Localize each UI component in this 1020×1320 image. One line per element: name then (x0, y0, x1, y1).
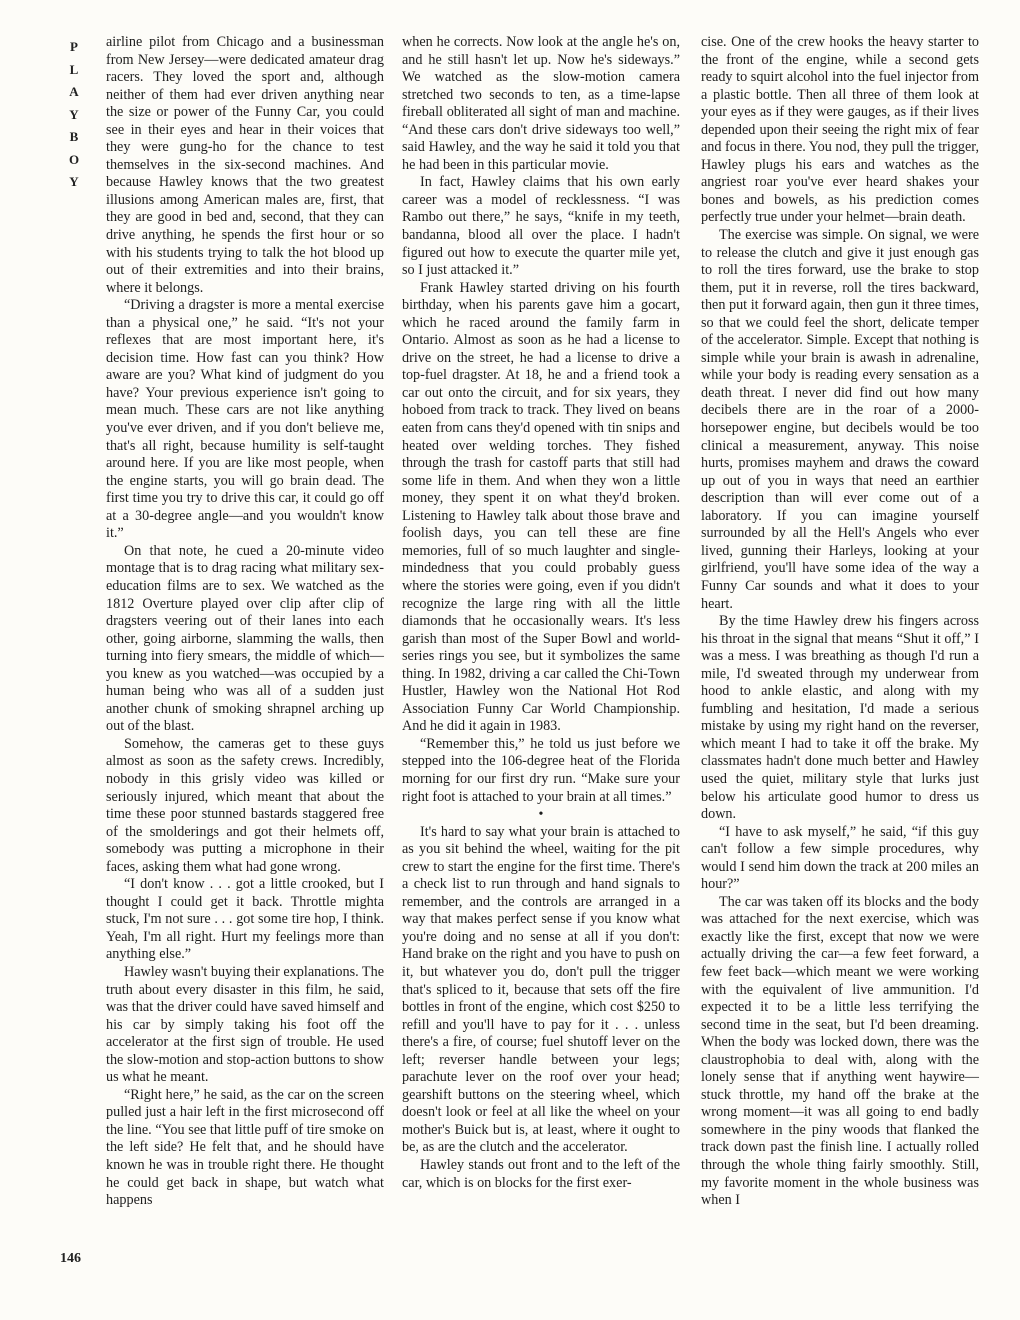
article-column-1 (106, 34, 384, 1210)
paragraph: “Driving a dragster is more a mental exercise than a physical one,” he said. “It's not your reflexes that are most important here, it's decision time. How fast can you think? How aware are you? What kind of judgment do you have? Your previous experience isn't going to mean much. These cars are not like anything you've ever driven, and if you don't believe me, that's all right, because humility is self-taught around here. If you are like most people, when the engine starts, you will go brain dead. The first time you try to drive this car, it could go off at a 30-degree angle—and you wouldn't know it.” (106, 297, 384, 542)
paragraph: By the time Hawley drew his fingers across his throat in the signal that means “Shut it off,” I was a mess. I was breathing as though I'd run a mile, I'd sweated through my underwear from hood to ankle elastic, and along with my fumbling and hesitation, I'd made a serious mistake by using my right hand on the reverser, which meant I had to take it off the brake. My classmates hadn't done much better and Hawley used the quiet, military style that lurks just below his articulate good humor to dress us down. (701, 613, 979, 823)
paragraph: “Remember this,” he told us just before we stepped into the 106-degree heat of the Florida morning for our first dry run. “Make sure your right foot is attached to your brain at all times.” (402, 735, 680, 805)
paragraph: Somehow, the cameras get to these guys almost as soon as the safety crews. Incredibly, nobody in this grisly video was killed or seriously injured, which meant that about the time these poor stunned bastards staggered free of the smolderings and got their helmets off, somebody was putting a microphone in their faces, asking them what had gone wrong. (106, 735, 384, 875)
section-break-bullet: • (538, 807, 544, 823)
paragraph: On that note, he cued a 20-minute video montage that is to drag racing what military sex-education films are to sex. We watched as the 1812 Overture played over clip after clip of dragsters veering out of their lanes into each other, going airborne, slamming the walls, then turning into fiery smears, the middle of which—you knew as you watched—was occupied by a human being who was all of a sudden just another chunk of smoking shrapnel arching up out of the blast. (106, 542, 384, 735)
masthead-letter: A (69, 84, 79, 99)
paragraph: when he corrects. Now look at the angle he's on, and he still hasn't let up. Now he's sideways.” We watched as the slow-motion camera stretched two seconds to ten, as a time-lapse fireball obliterated all sight of man and machine. “And these cars don't drive sideways too well,” said Hawley, and the way he said it told you that he had been in this particular movie. (402, 34, 680, 173)
paragraph: Hawley wasn't buying their explanations. The truth about every disaster in this film, he said, was that the driver could have saved himself and his car by simply taking his foot off the accelerator at the first sign of trouble. He used the slow-motion and stop-action buttons to show us what he meant. (106, 963, 384, 1086)
playboy-masthead (66, 36, 82, 194)
masthead-letter: B (69, 129, 79, 144)
paragraph: Hawley stands out front and to the left of the car, which is on blocks for the first exer- (402, 1157, 680, 1191)
masthead-letter: Y (69, 106, 79, 122)
paragraph: “Right here,” he said, as the car on the screen pulled just a hair left in the first microsecond off the line. “You see that little puff of tire smoke on the left side? He felt that, and he should have known he was in trouble right there. He thought he could get back in shape, but watch what happens (106, 1086, 384, 1209)
paragraph: The car was taken off its blocks and the body was attached for the next exercise, which was exactly like the first, except that now we were actually driving the car—a few feet forward, a few feet back—which meant we were working with the equivalent of live ammunition. I'd expected it to be a little less terrifying the second time in the seat, but I'd been dreaming. When the body was locked down, there was the claustrophobia to deal with, along with the lonely sense that if anything went haywire—stuck throttle, my hand off the brake at the wrong moment—it was all going to end badly somewhere in the piny woods that flanked the track down past the finish line. I actually rolled through the whole thing fairly smoothly. Still, my favorite moment in the whole business was when I (701, 893, 979, 1209)
paragraph: cise. One of the crew hooks the heavy starter to the front of the engine, while a second gets ready to squirt alcohol into the fuel injector from a plastic bottle. Then all three of them look at your eyes as if they were gauges, as if their lives depended upon their seeing the right mix of fear and focus in there. You nod, they pull the trigger, Hawley plugs his ears and watches as the angriest roar you've ever heard shakes your bones and bowels, as his prediction comes perfectly true under your helmet—brain death. (701, 34, 980, 226)
paragraph: It's hard to say what your brain is attached to as you sit behind the wheel, waiting for the pit crew to start the engine for the first time. There's a check list to run through and hand signals to remember, and the controls are arranged in a way that makes perfect sense if you know what you're doing and no sense at all if you don't: Hand brake on the right and you have to push on it, but whatever you do, don't pull the trigger that's spliced to it, because that sets off the fire bottles in front of the engine, which cost $250 to refill and you'll have to pay for it . . . unless there's a fire, of course; fuel shutoff lever on the left; reverser handle between your legs; parachute lever on the roof over your head; gearshift buttons on the steering wheel, which doesn't look or feel at all like the wheel on your mother's Buick but is, at least, where it ought to be, as are the clutch and the accelerator. (402, 823, 680, 1156)
page-number: 146 (60, 1251, 81, 1266)
masthead-letter: P (70, 39, 78, 54)
masthead-letter: L (69, 61, 79, 77)
paragraph: airline pilot from Chicago and a businessman from New Jersey—were dedicated amateur drag racers. They loved the sport and, although neither of them had ever driven anything near the size or power of the Funny Car, you could see in their eyes and hear in their voices that they were gung-ho for the chance to test themselves in the six-second machines. And because Hawley knows that the two greatest illusions among American males are, first, that they are good in bed and, second, that they can drive anything, he spends the first hour or so with his students trying to talk the hot blood up out of their extremities and into their brains, where it belongs. (106, 34, 384, 296)
article-column-3 (701, 34, 979, 1210)
paragraph: The exercise was simple. On signal, we were to release the clutch and give it just enough gas to roll the tires forward, use the brake to stop them, put it in reverse, roll the tires backward, then put it forward again, then gun it three times, so that we could feel the short, delicate temper of the accelerator. Simple. Except that nothing is simple while your brain is awash in adrenaline, while your body is reading every sensation as a death threat. I never did find out how many decibels there are in the roar of a 2000-horsepower engine, but decibels would be too clinical a measurement, anyway. This noise hurts, promises mayhem and draws the coward up out of you in ways that need an earthier description than will ever come out of a laboratory. If you can imagine yourself surrounded by all the Hell's Angels who ever lived, gunning their Harleys, looking at your girlfriend, you'll have some idea of the way a Funny Car sounds and what it does to your heart. (701, 227, 979, 612)
paragraph: Frank Hawley started driving on his fourth birthday, when his parents gave him a gocart, which he raced around the family farm in Ontario. Almost as soon as he had a license to drive on the street, he had a license to drive a top-fuel dragster. At 18, he and a friend took a car out onto the circuit, and for six years, they hoboed from track to track. They lived on beans eaten from cans they'd opened with tin snips and heated over welding torches. They fished through the trash for castoff parts that still had some life in them. And when they won a little money, they spent it on what they'd broken. Listening to Hawley talk about those brave and foolish days, you can tell these are fine memories, full of so much laughter and single-mindedness that you could probably guess where the stories were going, even if you didn't recognize the large ring with all the little diamonds that he occasionally wears. It's less garish than most of the Super Bowl and world-series rings you see, but it symbolizes the same thing. In 1982, driving a car called the Chi-Town Hustler, Hawley won the National Hot Rod Association Funny Car World Championship. And he did it again in 1983. (402, 279, 680, 735)
paragraph: In fact, Hawley claims that his own early career was a model of recklessness. “I was Rambo out there,” he says, “knife in my teeth, bandanna, blood all over the place. I hadn't figured out how to execute the quarter mile yet, so I just attacked it.” (402, 174, 680, 279)
paragraph: “I don't know . . . got a little crooked, but I thought I could get it back. Throttle mighta stuck, I'm not sure . . . got some tire hop, I think. Yeah, I'm all right. Hurt my feelings more than anything else.” (106, 876, 384, 963)
masthead-letter: Y (69, 174, 79, 189)
article-column-2 (402, 34, 680, 1192)
masthead-letter: O (68, 151, 80, 167)
paragraph: “I have to ask myself,” he said, “if this guy can't follow a few simple procedures, why would I send him down the track at 200 miles an hour?” (701, 823, 979, 893)
